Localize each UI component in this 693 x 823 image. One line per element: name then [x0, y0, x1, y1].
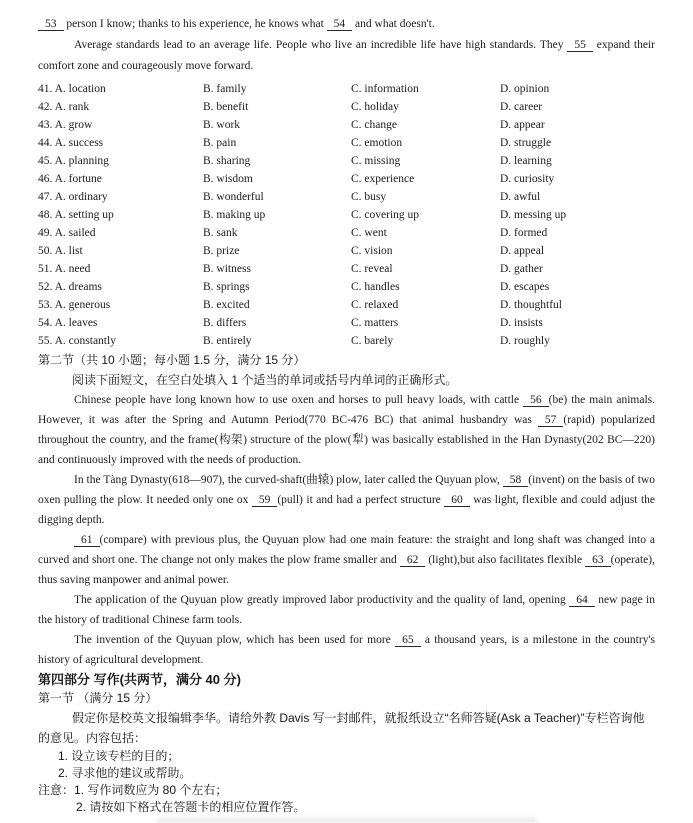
- mcq-row: [38, 80, 655, 98]
- text-segment: (compare) with previous plus, the Quyuan plow had one main feature: the straight and long shaft was changed into a curved and short one. The change not only makes the plow frame smaller and: [38, 534, 655, 566]
- text-segment: new page in the history of traditional Chinese farm tools.: [38, 594, 655, 626]
- mcq-row: [38, 260, 655, 278]
- mcq-option: C. missing: [351, 155, 401, 167]
- mcq-option: 44. A. success: [38, 137, 104, 149]
- text-segment: (operate), thus saving manpower and animal power.: [38, 554, 655, 586]
- mcq-option: B. excited: [203, 299, 250, 311]
- text-segment: person I know; thanks to his experience, he knows what: [63, 18, 327, 30]
- mcq-option: 45. A. planning: [38, 155, 109, 167]
- mcq-row: [38, 206, 655, 224]
- mcq-option: D. struggle: [500, 137, 552, 149]
- cloze-passage: [38, 390, 655, 670]
- text-segment: In the Tàng Dynasty(618—907), the curved-shaft(曲辕) plow, later called the Quyuan plow,: [74, 474, 503, 486]
- mcq-option: C. handles: [351, 281, 400, 293]
- mcq-option: C. experience: [351, 173, 415, 185]
- mcq-option: C. busy: [351, 191, 387, 203]
- text-segment: expand their comfort zone and courageously move forward.: [38, 39, 655, 72]
- mcq-option: B. making up: [203, 209, 266, 221]
- cloze-paragraph: [38, 390, 655, 470]
- mcq-row: [38, 170, 655, 188]
- mcq-option: 46. A. fortune: [38, 173, 102, 185]
- cloze-paragraph: [38, 590, 655, 630]
- mcq-table: [38, 80, 655, 350]
- section2-header: 第二节（共 10 小题；每小题 1.5 分，满分 15 分）: [38, 353, 306, 367]
- mcq-option: D. messing up: [500, 209, 567, 221]
- mcq-option: D. career: [500, 101, 543, 113]
- mcq-option: C. went: [351, 227, 387, 239]
- fill-in-blank: 62: [400, 554, 426, 567]
- intro-paragraph: [38, 14, 655, 35]
- mcq-option: B. work: [203, 119, 241, 131]
- fill-in-blank: 63: [585, 554, 611, 567]
- mcq-option: D. formed: [500, 227, 548, 239]
- mcq-option: D. appear: [500, 119, 545, 131]
- mcq-option: 48. A. setting up: [38, 209, 114, 221]
- mcq-option: B. wisdom: [203, 173, 253, 185]
- mcq-option: C. matters: [351, 317, 399, 329]
- fill-in-blank: 57: [538, 414, 564, 427]
- note-line: 2. 请按如下格式在答题卡的相应位置作答。: [76, 800, 306, 814]
- page-bottom-scan-artifact: [157, 818, 537, 823]
- writing-prompt: 假定你是校英文报编辑李华。请给外教 Davis 写一封邮件，就报纸设立“名师答疑(Ask a Teacher)”专栏咨询他的意见。内容包括：: [38, 711, 645, 745]
- fill-in-blank: 61: [74, 534, 100, 547]
- mcq-option: 52. A. dreams: [38, 281, 102, 293]
- mcq-option: 47. A. ordinary: [38, 191, 108, 203]
- mcq-option: C. holiday: [351, 101, 399, 113]
- mcq-row: [38, 98, 655, 116]
- fill-in-blank: 53: [38, 18, 64, 31]
- writing-point: 1. 设立该专栏的目的；: [58, 749, 180, 763]
- fill-in-blank: 60: [444, 494, 470, 507]
- mcq-option: D. thoughtful: [500, 299, 562, 311]
- mcq-option: D. roughly: [500, 335, 550, 347]
- mcq-option: B. sharing: [203, 155, 251, 167]
- mcq-option: C. covering up: [351, 209, 420, 221]
- mcq-option: C. change: [351, 119, 397, 131]
- cloze-paragraph: [38, 470, 655, 530]
- fill-in-blank: 58: [503, 474, 529, 487]
- mcq-option: D. awful: [500, 191, 541, 203]
- section2-instruction: 阅读下面短文，在空白处填入 1 个适当的单词或括号内单词的正确形式。: [72, 373, 458, 387]
- mcq-row: [38, 296, 655, 314]
- mcq-option: 55. A. constantly: [38, 335, 116, 347]
- mcq-option: C. reveal: [351, 263, 393, 275]
- fill-in-blank: 54: [327, 18, 353, 31]
- mcq-option: D. learning: [500, 155, 552, 167]
- mcq-option: C. emotion: [351, 137, 403, 149]
- mcq-option: B. pain: [203, 137, 237, 149]
- cloze-paragraph: [38, 630, 655, 670]
- mcq-option: B. witness: [203, 263, 251, 275]
- fill-in-blank: 59: [252, 494, 278, 507]
- mcq-option: B. entirely: [203, 335, 252, 347]
- mcq-option: 53. A. generous: [38, 299, 111, 311]
- mcq-row: [38, 134, 655, 152]
- text-segment: (be) the main animals. However, it was after the Spring and Autumn Period(770 BC-476 BC) that animal husbandry was: [38, 394, 655, 426]
- mcq-option: D. insists: [500, 317, 543, 329]
- text-segment: The invention of the Quyuan plow, which has been used for more: [74, 634, 396, 646]
- mcq-option: D. appeal: [500, 245, 545, 257]
- mcq-option: B. sank: [203, 227, 238, 239]
- text-segment: a thousand years, is a milestone in the country's history of agricultural development.: [38, 634, 655, 666]
- mcq-row: [38, 188, 655, 206]
- mcq-option: 41. A. location: [38, 83, 106, 95]
- fill-in-blank: 56: [523, 394, 549, 407]
- mcq-option: C. relaxed: [351, 299, 399, 311]
- mcq-row: [38, 116, 655, 134]
- mcq-option: 51. A. need: [38, 263, 91, 275]
- part4-section1-heading: 第一节 （满分 15 分）: [38, 691, 158, 705]
- mcq-row: [38, 314, 655, 332]
- mcq-option: B. springs: [203, 281, 250, 293]
- text-segment: (light),but also facilitates flexible: [425, 554, 586, 566]
- text-segment: and what doesn't.: [352, 18, 435, 30]
- text-segment: (rapid) popularized throughout the country, and the frame(构架) structure of the plow(犁) was basically established in the Han Dynasty(202 BC—220) and continuously improved with the needs of production.: [38, 414, 655, 466]
- mcq-row: [38, 242, 655, 260]
- mcq-row: [38, 278, 655, 296]
- fill-in-blank: 65: [395, 634, 421, 647]
- mcq-option: B. prize: [203, 245, 240, 257]
- mcq-option: 42. A. rank: [38, 101, 90, 113]
- fill-in-blank: 64: [569, 594, 595, 607]
- mcq-option: B. family: [203, 83, 247, 95]
- text-segment: (pull) it and had a perfect structure: [277, 494, 445, 506]
- mcq-option: C. information: [351, 83, 419, 95]
- intro-block: [38, 14, 655, 77]
- text-segment: was light, flexible and could adjust the digging depth.: [38, 494, 655, 526]
- text-segment: The application of the Quyuan plow greatly improved labor productivity and the quality of land, opening: [74, 594, 570, 606]
- mcq-option: 50. A. list: [38, 245, 83, 257]
- cloze-paragraph: [38, 530, 655, 590]
- mcq-option: D. escapes: [500, 281, 550, 293]
- writing-points: [38, 748, 655, 782]
- mcq-option: D. opinion: [500, 83, 550, 95]
- mcq-option: B. wonderful: [203, 191, 264, 203]
- mcq-option: 49. A. sailed: [38, 227, 96, 239]
- text-segment: (invent) on the basis of two oxen pulling the plow. It needed only one ox: [38, 474, 655, 506]
- fill-in-blank: 55: [567, 39, 593, 52]
- mcq-option: D. curiosity: [500, 173, 555, 185]
- part4-heading: 第四部分 写作(共两节，满分 40 分): [38, 672, 241, 687]
- mcq-option: C. vision: [351, 245, 393, 257]
- text-segment: Chinese people have long known how to use oxen and horses to pull heavy loads, with cattle: [74, 394, 524, 406]
- note-line: 注意：1. 写作词数应为 80 个左右；: [38, 783, 228, 797]
- text-segment: Average standards lead to an average life. People who live an incredible life have high standards. They: [74, 39, 568, 51]
- mcq-row: [38, 152, 655, 170]
- mcq-option: C. barely: [351, 335, 394, 347]
- mcq-option: 43. A. grow: [38, 119, 93, 131]
- mcq-option: 54. A. leaves: [38, 317, 98, 329]
- intro-paragraph: [38, 35, 655, 77]
- mcq-row: [38, 332, 655, 350]
- mcq-option: B. benefit: [203, 101, 249, 113]
- writing-point: 2. 寻求他的建议或帮助。: [58, 766, 192, 780]
- writing-notes: [38, 782, 655, 816]
- mcq-option: D. gather: [500, 263, 543, 275]
- mcq-row: [38, 224, 655, 242]
- mcq-option: B. differs: [203, 317, 247, 329]
